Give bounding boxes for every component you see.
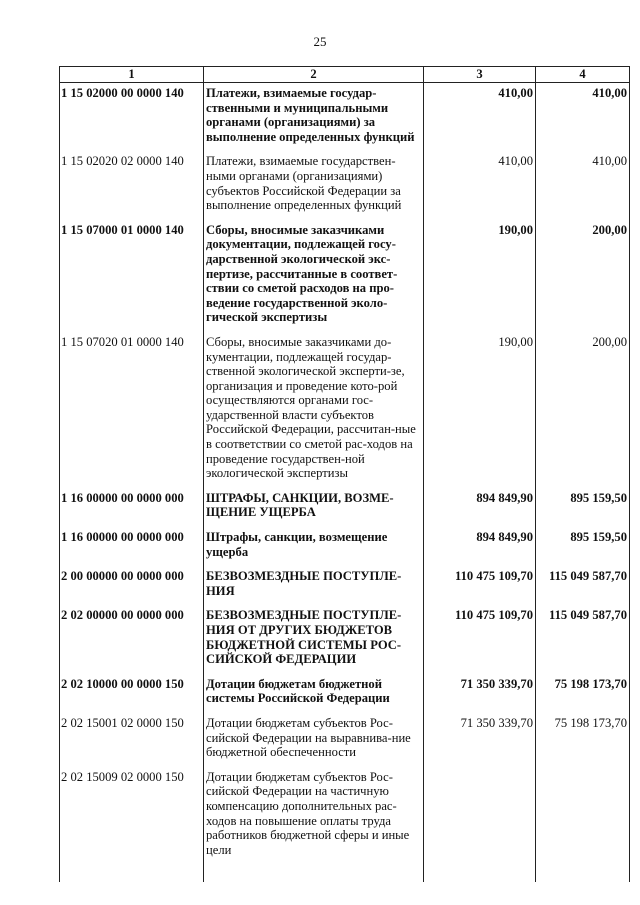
row-name: Дотации бюджетам субъектов Рос-сийской Федерации на частичную компенсацию дополнительных рас-ходов на повышение оплаты труда работников бюджетной сферы и иные цели <box>204 767 424 865</box>
row-value-col4: 410,00 <box>536 83 630 152</box>
row-code: 1 16 00000 00 0000 000 <box>60 527 204 566</box>
row-code: 1 16 00000 00 0000 000 <box>60 488 204 527</box>
row-value-col4: 200,00 <box>536 220 630 332</box>
table-row <box>60 674 630 713</box>
row-code: 2 00 00000 00 0000 000 <box>60 566 204 605</box>
row-name: Сборы, вносимые заказчиками документации, подлежащей госу-дарственной экологической экс-пертизе, рассчитанные в соответ-ствии со сметой расходов на про-ведение государственной эколо-гической экспертизы <box>204 220 424 332</box>
row-name: БЕЗВОЗМЕЗДНЫЕ ПОСТУПЛЕ-НИЯ ОТ ДРУГИХ БЮДЖЕТОВ БЮДЖЕТНОЙ СИСТЕМЫ РОС-СИЙСКОЙ ФЕДЕРАЦИИ <box>204 605 424 673</box>
table-row <box>60 767 630 865</box>
row-value-col4: 115 049 587,70 <box>536 566 630 605</box>
row-code: 1 15 02020 02 0000 140 <box>60 151 204 219</box>
header-col-4: 4 <box>536 67 630 83</box>
table-row-spacer <box>60 864 630 882</box>
row-value-col4 <box>536 767 630 865</box>
row-value-col4: 895 159,50 <box>536 488 630 527</box>
row-name: БЕЗВОЗМЕЗДНЫЕ ПОСТУПЛЕ-НИЯ <box>204 566 424 605</box>
row-name: Платежи, взимаемые государствен-ными органами (организациями) субъектов Российской Федерации за выполнение определенных функций <box>204 151 424 219</box>
table-row <box>60 220 630 332</box>
table-row <box>60 605 630 673</box>
header-col-2: 2 <box>204 67 424 83</box>
row-value-col3: 894 849,90 <box>424 488 536 527</box>
row-code: 2 02 10000 00 0000 150 <box>60 674 204 713</box>
row-name: Дотации бюджетам бюджетной системы Российской Федерации <box>204 674 424 713</box>
table-row <box>60 527 630 566</box>
row-value-col4: 410,00 <box>536 151 630 219</box>
header-col-3: 3 <box>424 67 536 83</box>
table-row <box>60 566 630 605</box>
budget-table <box>59 66 630 882</box>
row-value-col4: 75 198 173,70 <box>536 713 630 767</box>
row-value-col3: 110 475 109,70 <box>424 605 536 673</box>
table-row <box>60 332 630 488</box>
row-value-col3 <box>424 767 536 865</box>
row-name: Штрафы, санкции, возмещение ущерба <box>204 527 424 566</box>
row-name: Платежи, взимаемые государ-ственными и муниципальными органами (организациями) за выполнение определенных функций <box>204 83 424 152</box>
row-name: Сборы, вносимые заказчиками до-кументации, подлежащей государ-ственной экологической эксперти-зе, организация и проведение кото-рой осуществляются органами гос-ударственной власти субъектов Российской Федерации, рассчитан-ные в соответствии со сметой рас-ходов на проведение государствен-ной экологической экспертизы <box>204 332 424 488</box>
row-value-col4: 115 049 587,70 <box>536 605 630 673</box>
row-value-col3: 190,00 <box>424 332 536 488</box>
row-value-col3: 71 350 339,70 <box>424 674 536 713</box>
row-value-col3: 410,00 <box>424 151 536 219</box>
row-value-col3: 110 475 109,70 <box>424 566 536 605</box>
row-value-col3: 410,00 <box>424 83 536 152</box>
row-code: 2 02 15009 02 0000 150 <box>60 767 204 865</box>
table-row <box>60 488 630 527</box>
row-name: ШТРАФЫ, САНКЦИИ, ВОЗМЕ-ЩЕНИЕ УЩЕРБА <box>204 488 424 527</box>
table-row <box>60 151 630 219</box>
header-col-1: 1 <box>60 67 204 83</box>
row-value-col4: 200,00 <box>536 332 630 488</box>
row-value-col4: 895 159,50 <box>536 527 630 566</box>
row-code: 1 15 02000 00 0000 140 <box>60 83 204 152</box>
row-code: 2 02 00000 00 0000 000 <box>60 605 204 673</box>
page-number: 25 <box>313 34 327 49</box>
table-row <box>60 83 630 152</box>
table-header <box>60 67 630 83</box>
row-code: 1 15 07000 01 0000 140 <box>60 220 204 332</box>
row-value-col3: 190,00 <box>424 220 536 332</box>
row-code: 1 15 07020 01 0000 140 <box>60 332 204 488</box>
row-value-col3: 71 350 339,70 <box>424 713 536 767</box>
row-value-col3: 894 849,90 <box>424 527 536 566</box>
row-code: 2 02 15001 02 0000 150 <box>60 713 204 767</box>
row-value-col4: 75 198 173,70 <box>536 674 630 713</box>
table-body <box>60 83 630 883</box>
row-name: Дотации бюджетам субъектов Рос-сийской Федерации на выравнива-ние бюджетной обеспеченности <box>204 713 424 767</box>
table-row <box>60 713 630 767</box>
